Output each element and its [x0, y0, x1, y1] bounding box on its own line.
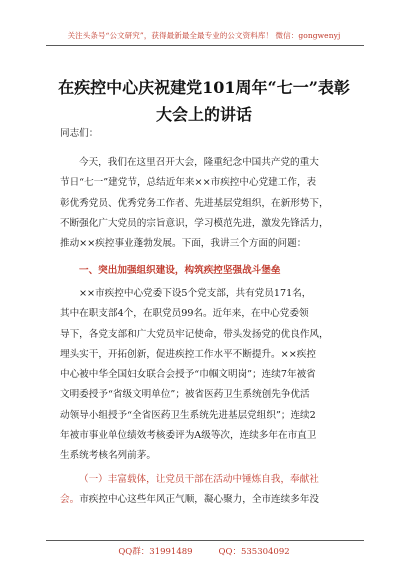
footer-divider — [46, 540, 364, 541]
paragraph-line: 动领导小组授予“全省医药卫生系统先进基层党组织”；连续2 — [60, 409, 316, 421]
paragraph-line: 其中在职支部4个，在职党员99名。近年来，在中心党委领 — [60, 308, 309, 320]
header-divider — [46, 45, 364, 46]
paragraph-line — [60, 490, 356, 510]
subsection-1-text: 市疾控中心这些年风正气顺，凝心聚力，全市连续多年没 — [79, 494, 320, 506]
footer — [0, 545, 408, 557]
header-banner: 关注头条号“公文研究”，获得最新最全最专业的公文资料库！ 微信：gongwenyj — [67, 31, 341, 40]
paragraph-line: 文明委授予“省级文明单位”；被省医药卫生系统创先争优活 — [60, 389, 310, 401]
title-line-2: 大会上的讲话 — [155, 105, 252, 124]
paragraph-line: 生系统考核名列前茅。 — [60, 450, 156, 462]
paragraph-line: 推动××疾控事业蓬勃发展。下面，我讲三个方面的问题： — [60, 238, 307, 250]
footer-qq: QQ：535304092 — [218, 547, 290, 557]
intro-paragraph — [60, 153, 356, 254]
title-line-1: 在疾控中心庆祝建党101周年“七一”表彰 — [58, 78, 350, 97]
document-title — [0, 74, 408, 128]
paragraph-line: 彰优秀党员、优秀党务工作者、先进基层党组织，在新形势下， — [60, 197, 329, 209]
paragraph-line: 节日“七一”建党节，总结近年来××市疾控中心党建工作，表 — [60, 177, 317, 189]
subsection-1-paragraph — [60, 470, 356, 511]
paragraph-line: 今天，我们在这里召开大会，隆重纪念中国共产党的重大 — [79, 157, 319, 168]
paragraph-line: 中心被中华全国妇女联合会授予“巾帼文明岗”；连续7年被省 — [60, 369, 316, 381]
paragraph-line: 年被市事业单位绩效考核委评为A级等次，连续多年在市直卫 — [60, 430, 317, 442]
paragraph-line: 导下，各党支部和广大党员牢记使命，带头发扬党的优良作风， — [60, 328, 329, 340]
section-1-heading: 一、突出加强组织建设，构筑疾控坚强战斗堡垒 — [79, 265, 281, 276]
subsection-1-heading: （一）丰富载体，让党员干部在活动中锤炼自我，奉献社 — [79, 474, 319, 485]
paragraph-line: 不断强化广大党员的宗旨意识，学习模范先进，激发先锋活力， — [60, 217, 329, 229]
salutation-block — [60, 124, 356, 144]
subsection-1-heading-cont: 会。 — [60, 494, 80, 506]
section-1-paragraph — [60, 284, 356, 467]
paragraph-line: ××市疾控中心党委下设5个党支部，共有党员171名， — [79, 288, 312, 299]
salutation: 同志们： — [60, 128, 99, 139]
footer-qq-group: QQ群：31991489 — [118, 547, 193, 557]
paragraph-line: 埋头实干，开拓创新，促进疾控工作水平不断提升。××疾控 — [60, 348, 316, 360]
